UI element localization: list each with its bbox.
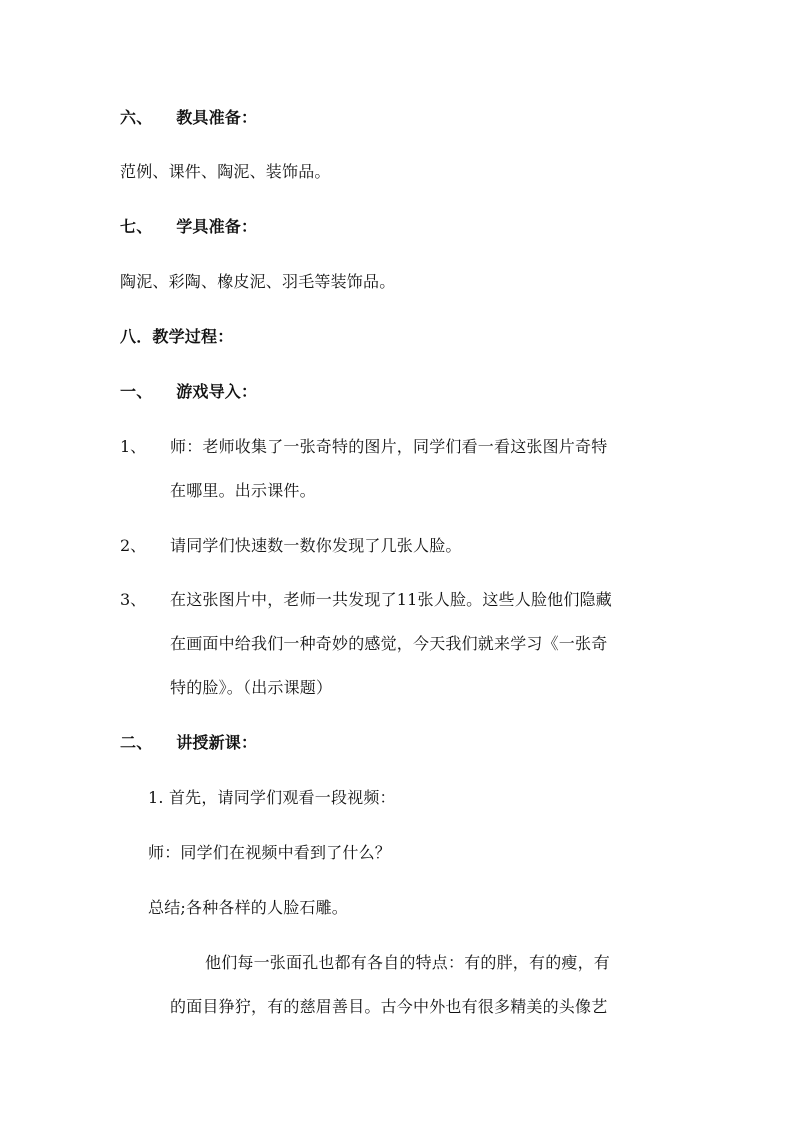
section-eight-heading: 八．教学过程： [120,327,234,346]
list-item-line: 在这张图片中，老师一共发现了11张人脸。这些人脸他们隐藏 [170,590,612,609]
part-one-heading [120,382,257,402]
section-six-heading [120,108,257,128]
part-two-paragraph-line: 他们每一张面孔也都有各自的特点：有的胖，有的瘦，有 [205,953,611,972]
list-item-line: 请同学们快速数一数你发现了几张人脸。 [170,536,462,555]
list-item-line: 特的脸》。（出示课题） [170,678,333,697]
part-one-marker: 一、 [120,382,153,401]
part-two-line: 师：同学们在视频中看到了什么？ [148,843,392,862]
section-seven-content: 陶泥、彩陶、橡皮泥、羽毛等装饰品。 [120,272,396,291]
list-item-marker: 3、 [120,590,147,609]
section-seven-title: 学具准备： [176,217,258,236]
part-two-paragraph-line: 的面目狰狞，有的慈眉善目。古今中外也有很多精美的头像艺 [170,997,608,1016]
list-item-line: 在画面中给我们一种奇妙的感觉，今天我们就来学习《一张奇 [170,634,608,653]
part-one-title: 游戏导入： [176,382,258,401]
part-two-line: 总结;各种各样的人脸石雕。 [148,898,348,917]
list-item-marker: 2、 [120,536,147,555]
section-seven-heading [120,217,257,237]
section-six-content: 范例、课件、陶泥、装饰品。 [120,162,331,181]
section-six-title: 教具准备： [176,108,258,127]
list-item-line: 在哪里。出示课件。 [170,481,316,500]
part-two-heading [120,733,257,753]
list-item-marker: 1、 [120,437,147,456]
part-two-title: 讲授新课： [176,733,258,752]
list-item-line: 师：老师收集了一张奇特的图片，同学们看一看这张图片奇特 [170,437,608,456]
part-two-marker: 二、 [120,733,153,752]
section-seven-marker: 七、 [120,217,153,236]
part-two-line: 1. 首先，请同学们观看一段视频： [148,788,396,807]
section-six-marker: 六、 [120,108,153,127]
